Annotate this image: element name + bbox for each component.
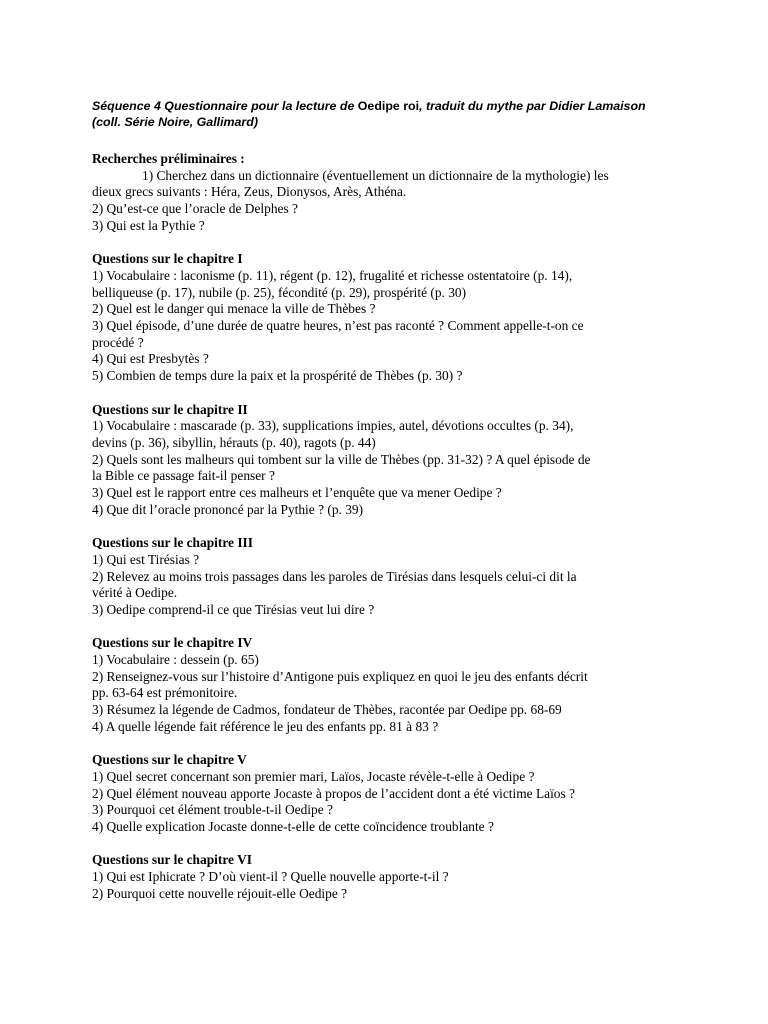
section-title: Questions sur le chapitre II: [92, 401, 248, 417]
section-title: Questions sur le chapitre III: [92, 535, 253, 551]
heading-part-1: Séquence 4 Questionnaire pour la lecture de: [92, 99, 358, 113]
section-preliminary: [92, 151, 682, 235]
question-line: 1) Qui est Iphicrate ? D’où vient-il ? Quelle nouvelle apporte-t-il ?: [92, 869, 449, 885]
question-line: 2) Pourquoi cette nouvelle réjouit-elle Oedipe ?: [92, 885, 348, 901]
section-chapter-4: [92, 635, 682, 735]
question-line: belliqueuse (p. 17), nubile (p. 25), fécondité (p. 29), prospérité (p. 30): [92, 284, 467, 300]
question-line: 1) Qui est Tirésias ?: [92, 551, 200, 567]
question-line: vérité à Oedipe.: [92, 585, 178, 601]
question-line: 1) Quel secret concernant son premier mari, Laïos, Jocaste révèle-t-elle à Oedipe ?: [92, 768, 535, 784]
book-title: Oedipe roi: [357, 99, 420, 113]
question-line: 4) Qui est Presbytès ?: [92, 351, 209, 367]
section-chapter-6: [92, 852, 682, 902]
section-chapter-5: [92, 752, 682, 836]
question-line: devins (p. 36), sibyllin, hérauts (p. 40), ragots (p. 44): [92, 434, 376, 450]
question-line: la Bible ce passage fait-il penser ?: [92, 468, 275, 484]
section-title: Recherches préliminaires :: [92, 151, 245, 166]
document-heading: [92, 98, 682, 130]
section-chapter-1: [92, 251, 682, 385]
section-chapter-2: [92, 402, 682, 519]
section-title: Questions sur le chapitre IV: [92, 635, 253, 651]
heading-part-2: , traduit du mythe par Didier Lamaison: [419, 99, 646, 113]
question-line: 3) Quel est le rapport entre ces malheurs et l’enquête que va mener Oedipe ?: [92, 485, 502, 501]
question-line: 1) Vocabulaire : dessein (p. 65): [92, 652, 259, 668]
question-line: 5) Combien de temps dure la paix et la prospérité de Thèbes (p. 30) ?: [92, 368, 463, 384]
section-title: Questions sur le chapitre I: [92, 251, 243, 267]
heading-line-1: [92, 98, 682, 114]
question-line: procédé ?: [92, 334, 144, 350]
question-line: 1) Vocabulaire : laconisme (p. 11), régent (p. 12), frugalité et richesse ostentatoire (p. 14),: [92, 267, 573, 283]
document-page: [92, 98, 682, 903]
question-line: 4) A quelle légende fait référence le jeu des enfants pp. 81 à 83 ?: [92, 718, 439, 734]
section-title: Questions sur le chapitre VI: [92, 852, 252, 868]
question-line: 2) Quels sont les malheurs qui tombent sur la ville de Thèbes (pp. 31-32) ? A quel épisode de: [92, 451, 591, 467]
question-line: 4) Que dit l’oracle prononcé par la Pythie ? (p. 39): [92, 501, 364, 517]
question-line: 2) Quel élément nouveau apporte Jocaste à propos de l’accident dont a été victime Laïos ?: [92, 785, 575, 801]
question-line: 1) Vocabulaire : mascarade (p. 33), supplications impies, autel, dévotions occultes (p. 34),: [92, 418, 574, 434]
question-line: 3) Quel épisode, d’une durée de quatre heures, n’est pas raconté ? Comment appelle-t-on ce: [92, 318, 584, 334]
question-line: 4) Quelle explication Jocaste donne-t-elle de cette coïncidence troublante ?: [92, 819, 494, 835]
question-line: 1) Cherchez dans un dictionnaire (éventuellement un dictionnaire de la mythologie) les: [142, 167, 609, 183]
section-title: Questions sur le chapitre V: [92, 752, 247, 768]
heading-line-2: (coll. Série Noire, Gallimard): [92, 115, 258, 129]
question-line: 2) Renseignez-vous sur l’histoire d’Antigone puis expliquez en quoi le jeu des enfants décrit: [92, 668, 588, 684]
question-line: 3) Oedipe comprend-il ce que Tirésias veut lui dire ?: [92, 601, 375, 617]
question-line: 3) Qui est la Pythie ?: [92, 217, 205, 233]
question-line: 2) Relevez au moins trois passages dans les paroles de Tirésias dans lesquels celui-ci dit la: [92, 568, 577, 584]
question-line: 3) Résumez la légende de Cadmos, fondateur de Thèbes, racontée par Oedipe pp. 68-69: [92, 702, 562, 718]
question-line: pp. 63-64 est prémonitoire.: [92, 685, 238, 701]
question-line: 2) Qu’est-ce que l’oracle de Delphes ?: [92, 201, 298, 217]
question-line: dieux grecs suivants : Héra, Zeus, Dionysos, Arès, Athéna.: [92, 184, 407, 200]
question-line: 3) Pourquoi cet élément trouble-t-il Oedipe ?: [92, 802, 333, 818]
question-line: 2) Quel est le danger qui menace la ville de Thèbes ?: [92, 301, 376, 317]
section-chapter-3: [92, 535, 682, 619]
